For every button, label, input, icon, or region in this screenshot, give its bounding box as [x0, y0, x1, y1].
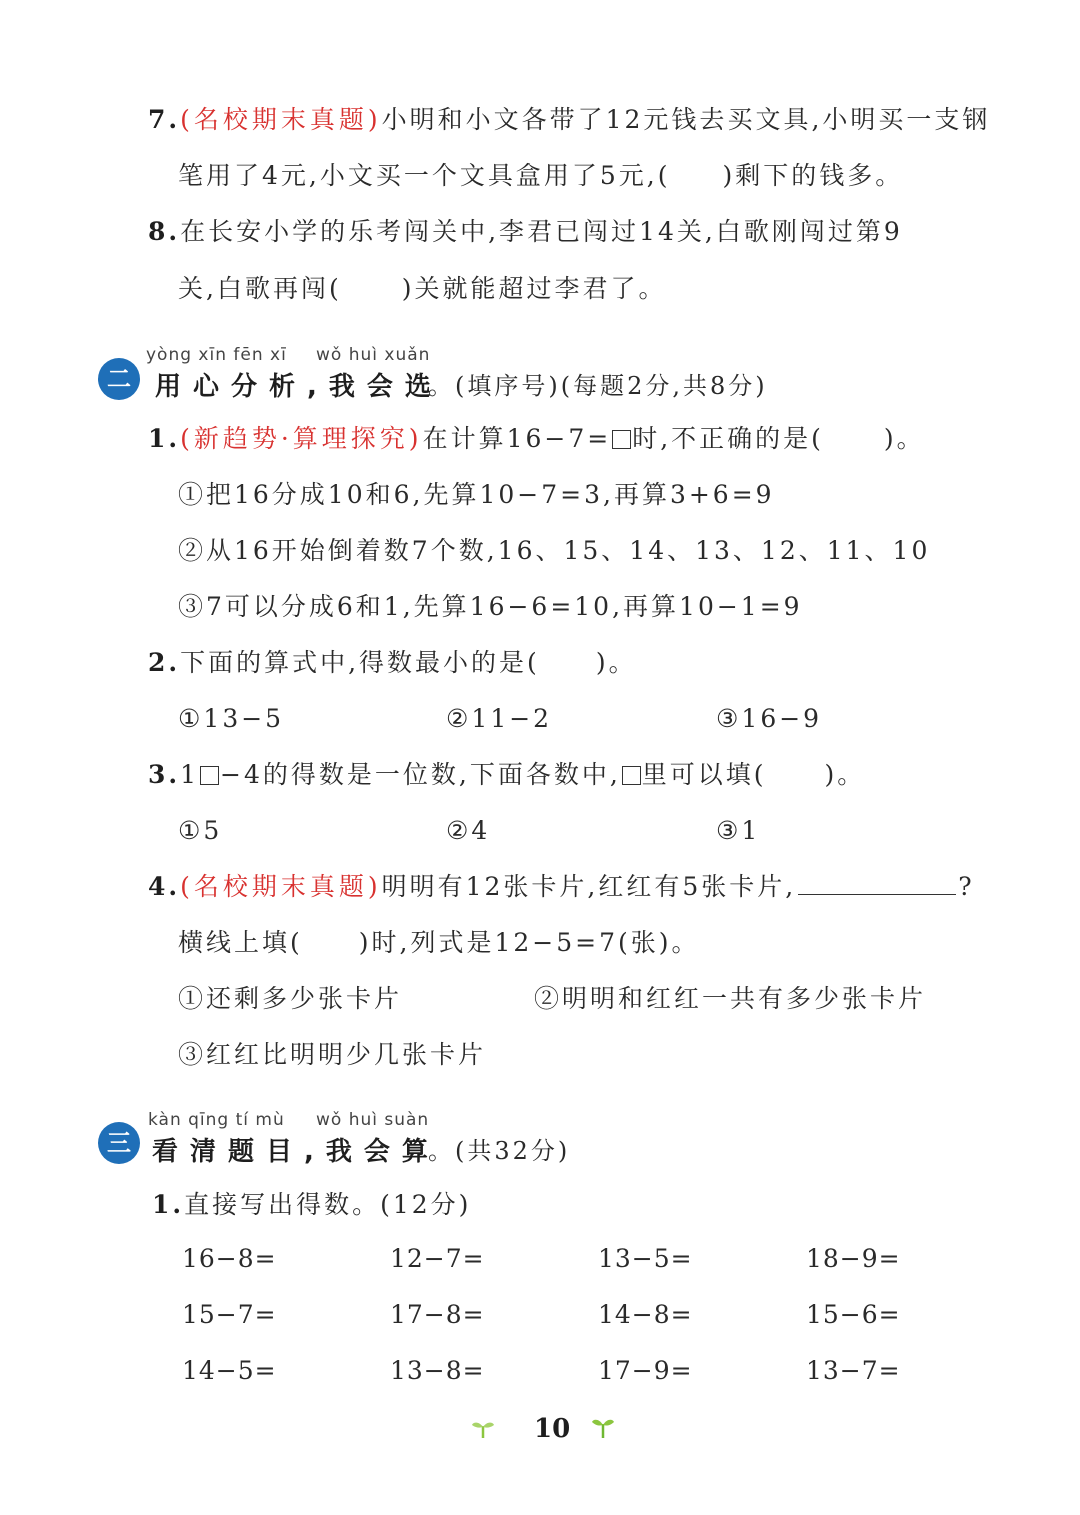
section-2-title: 用心分析,我会选	[155, 372, 443, 402]
s2-q3-option-1: ①5	[178, 816, 223, 845]
question-number: 3.	[148, 760, 181, 789]
question-number: 1.	[152, 1190, 185, 1219]
calc-item: 18−9=	[806, 1244, 901, 1273]
s2-q1-option-2: ②从16开始倒着数7个数,16、15、14、13、12、11、10	[178, 536, 931, 565]
question-number: 8.	[148, 217, 181, 246]
sprout-right-icon	[590, 1416, 616, 1440]
question-8-line-1	[148, 215, 903, 249]
section-2-note: 。(填序号)(每题2分,共8分)	[428, 372, 768, 400]
section-3-badge: 三	[98, 1122, 140, 1164]
blank-square-icon	[612, 430, 631, 449]
section-2-pinyin-a: yòng xīn fēn xī	[146, 345, 287, 365]
blank-square-icon	[200, 766, 219, 785]
s2-q1-option-1: ①把16分成10和6,先算10−7=3,再算3+6=9	[178, 480, 775, 509]
s2-q2-option-1: ①13−5	[178, 704, 285, 733]
sprout-left-icon	[470, 1418, 496, 1440]
calc-item: 14−5=	[182, 1356, 277, 1385]
question-text: 直接写出得数。(12分)	[184, 1190, 472, 1219]
section-2-pinyin-b: wǒ huì xuǎn	[316, 345, 431, 365]
s2-q2-option-3: ③16−9	[716, 704, 823, 733]
question-text: )时,列式是12−5=7(张)。	[358, 928, 700, 957]
question-text: 明明有12张卡片,红红有5张卡片,	[381, 872, 797, 901]
question-text: 时,不正确的是(	[632, 424, 824, 453]
s2-q2-option-2: ②11−2	[446, 704, 553, 733]
section-3-note: 。(共32分)	[428, 1137, 571, 1165]
question-text: −4的得数是一位数,下面各数中,	[220, 760, 621, 789]
calc-item: 15−7=	[182, 1300, 277, 1329]
s2-question-3	[148, 758, 865, 792]
question-7-line-1	[148, 103, 990, 137]
calc-item: 13−7=	[806, 1356, 901, 1385]
question-text: 下面的算式中,得数最小的是(	[180, 648, 540, 677]
section-3-pinyin-a: kàn qīng tí mù	[148, 1110, 285, 1130]
question-text: 横线上填(	[178, 928, 303, 957]
s2-q4-option-3: ③红红比明明少几张卡片	[178, 1040, 487, 1069]
s2-question-4	[148, 870, 975, 904]
calc-item: 13−8=	[390, 1356, 485, 1385]
question-number: 1.	[148, 424, 181, 453]
source-tag: (新趋势·算理探究)	[180, 424, 423, 453]
source-tag: (名校期末真题)	[180, 872, 382, 901]
section-3-pinyin-b: wǒ huì suàn	[316, 1110, 430, 1130]
s2-q3-option-2: ②4	[446, 816, 491, 845]
calc-item: 13−5=	[598, 1244, 693, 1273]
answer-underline[interactable]	[798, 872, 956, 895]
s2-q1-option-3: ③7可以分成6和1,先算16−6=10,再算10−1=9	[178, 592, 803, 621]
source-tag: (名校期末真题)	[180, 105, 382, 134]
section-3-title: 看清题目,我会算	[152, 1137, 440, 1167]
s2-q4-option-2: ②明明和红红一共有多少张卡片	[534, 984, 927, 1013]
page-number: 10	[534, 1414, 571, 1444]
question-number: 7.	[148, 105, 181, 134]
question-text: 小明和小文各带了12元钱去买文具,小明买一支钢	[381, 105, 991, 134]
question-text: 笔用了4元,小文买一个文具盒用了5元,(	[178, 161, 671, 190]
s2-question-1	[148, 422, 925, 456]
calc-item: 17−8=	[390, 1300, 485, 1329]
question-text: 里可以填(	[641, 760, 767, 789]
calc-item: 16−8=	[182, 1244, 277, 1273]
question-text: )。	[595, 648, 637, 677]
question-text: 在计算16−7=	[422, 424, 612, 453]
question-text: 关,白歌再闯(	[178, 274, 342, 303]
s2-q4-option-1: ①还剩多少张卡片	[178, 984, 403, 1013]
question-text: )剩下的钱多。	[722, 161, 904, 190]
question-8-line-2	[178, 272, 666, 306]
calc-item: 17−9=	[598, 1356, 693, 1385]
s2-q3-option-3: ③1	[716, 816, 761, 845]
question-number: 4.	[148, 872, 181, 901]
calc-item: 15−6=	[806, 1300, 901, 1329]
s3-question-1	[152, 1188, 471, 1222]
question-text: )关就能超过李君了。	[401, 274, 667, 303]
question-text: 在长安小学的乐考闯关中,李君已闯过14关,白歌刚闯过第9	[180, 217, 903, 246]
question-text: )。	[824, 760, 866, 789]
question-text: ?	[958, 872, 975, 901]
question-text: )。	[883, 424, 925, 453]
calc-item: 12−7=	[390, 1244, 485, 1273]
question-7-line-2	[178, 159, 903, 193]
s2-question-2	[148, 646, 637, 680]
question-number: 2.	[148, 648, 181, 677]
s2-question-4-line-2	[178, 926, 700, 960]
calc-item: 14−8=	[598, 1300, 693, 1329]
section-2-badge: 二	[98, 358, 140, 400]
blank-square-icon	[622, 766, 641, 785]
question-text: 1	[180, 760, 200, 789]
